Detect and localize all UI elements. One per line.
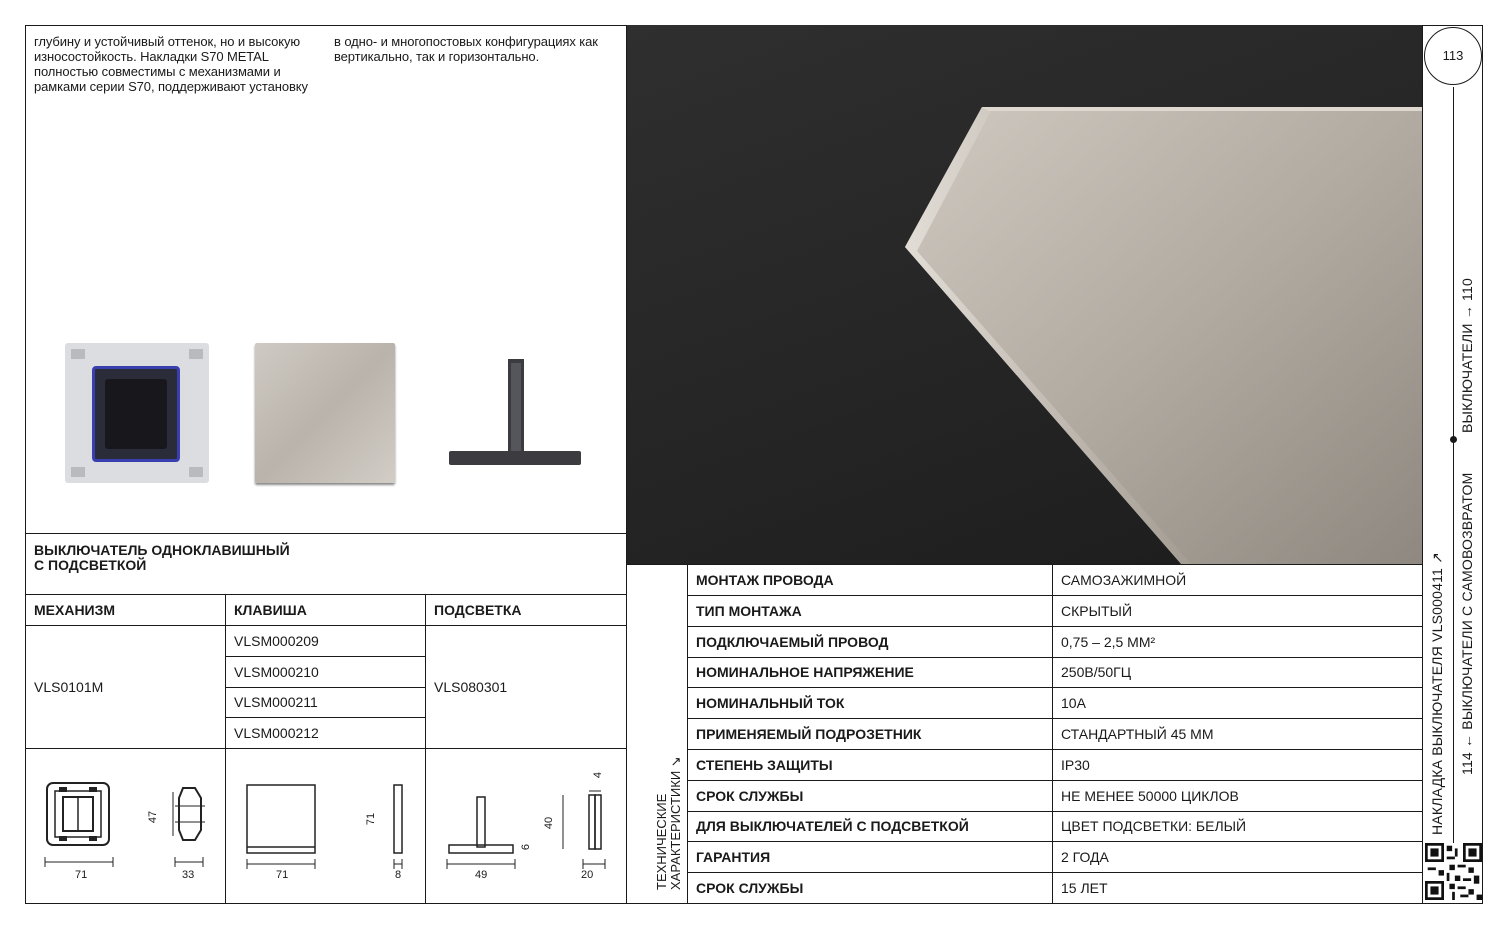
header-backlight: ПОДСВЕТКА <box>434 602 522 618</box>
spec-value: IP30 <box>1061 756 1090 773</box>
spec-key: ГАРАНТИЯ <box>696 849 771 866</box>
spec-value: НЕ МЕНЕЕ 50000 ЦИКЛОВ <box>1061 787 1239 804</box>
spec-key: СРОК СЛУЖБЫ <box>696 787 804 804</box>
spec-row <box>688 688 1422 719</box>
spec-value: СТАНДАРТНЫЙ 45 ММ <box>1061 726 1214 742</box>
key-code-3: VLSM000211 <box>225 687 426 718</box>
spec-value: СКРЫТЫЙ <box>1061 602 1133 619</box>
qr-code-icon[interactable] <box>1425 843 1482 900</box>
spec-value: 250В/50ГЦ <box>1061 664 1132 681</box>
key-height-label: 71 <box>365 812 378 826</box>
product-title-line1: ВЫКЛЮЧАТЕЛЬ ОДНОКЛАВИШНЫЙ <box>34 542 290 558</box>
mechanism-side-drawing <box>171 784 207 844</box>
product-photo <box>627 25 1422 565</box>
spec-row <box>688 873 1422 904</box>
spec-side-line2: ХАРАКТЕРИСТИКИ ↘ <box>668 756 683 890</box>
light-width-line <box>445 859 517 869</box>
spec-row <box>688 596 1422 627</box>
spec-value: 2 ГОДА <box>1061 849 1109 866</box>
spec-key: НОМИНАЛЬНЫЙ ТОК <box>696 695 845 712</box>
spec-row <box>688 811 1422 842</box>
spec-side-label <box>627 565 688 904</box>
spec-value: 10А <box>1061 695 1086 712</box>
spec-row <box>688 719 1422 750</box>
nav-current-product[interactable]: НАКЛАДКА ВЫКЛЮЧАТЕЛЯ VLS000411 ↗ <box>1429 551 1445 835</box>
light-depth-line <box>581 859 607 869</box>
header-mechanism: МЕХАНИЗМ <box>34 602 116 618</box>
dimension-drawings <box>25 748 626 903</box>
table-header-row <box>25 595 626 626</box>
navigation-strip <box>1422 25 1483 904</box>
spec-separator <box>1052 565 1053 596</box>
spec-key: ДЛЯ ВЫКЛЮЧАТЕЛЕЙ С ПОДСВЕТКОЙ <box>696 818 969 835</box>
backlight-image <box>445 355 585 471</box>
spec-separator <box>1052 596 1053 627</box>
spec-key: СТЕПЕНЬ ЗАЩИТЫ <box>696 756 833 773</box>
backlight-side-drawing <box>555 789 605 855</box>
key-code-1: VLSM000209 <box>225 626 426 657</box>
mech-width-line <box>43 857 115 867</box>
key-drawing <box>245 783 317 855</box>
header-key: КЛАВИША <box>234 602 307 618</box>
spec-key: НОМИНАЛЬНОЕ НАПРЯЖЕНИЕ <box>696 664 914 681</box>
spec-key: МОНТАЖ ПРОВОДА <box>696 572 834 588</box>
spec-key: СРОК СЛУЖБЫ <box>696 880 804 896</box>
page-number: 113 <box>1424 27 1482 85</box>
light-depth-label: 20 <box>581 869 594 881</box>
brushed-metal-plate <box>627 25 1422 565</box>
mech-height-label: 47 <box>147 810 160 824</box>
light-width-label: 49 <box>475 869 488 881</box>
spec-separator <box>1052 657 1053 688</box>
key-depth-label: 8 <box>395 869 402 881</box>
key-code-2: VLSM000210 <box>225 657 426 688</box>
nav-next-link[interactable]: ВЫКЛЮЧАТЕЛИ → 110 <box>1459 278 1475 433</box>
mech-depth-line <box>173 857 205 867</box>
mechanism-image <box>65 343 209 483</box>
spec-key: ПОДКЛЮЧАЕМЫЙ ПРОВОД <box>696 633 889 650</box>
spec-row <box>688 565 1422 596</box>
key-side-drawing <box>391 783 405 855</box>
intro-text-col1: глубину и устойчивый оттенок, но и высокую износостойкость. Накладки S70 METAL полностью совместимы с механизмами и рамками серии S70, поддерживают установку <box>34 34 308 94</box>
mech-width-label: 71 <box>75 869 88 881</box>
strip-divider <box>1453 87 1454 863</box>
light-thickness-label: 6 <box>520 843 533 851</box>
backlight-drawing <box>445 793 517 857</box>
mechanism-code: VLS0101M <box>34 679 104 695</box>
spec-key: ТИП МОНТАЖА <box>696 602 802 619</box>
spec-row <box>688 627 1422 658</box>
dims-divider-1 <box>225 749 226 904</box>
mech-depth-label: 33 <box>182 869 195 881</box>
spec-separator <box>1052 781 1053 812</box>
key-depth-line <box>391 859 405 869</box>
spec-separator <box>1052 811 1053 842</box>
spec-separator <box>1052 842 1053 873</box>
key-code-4: VLSM000212 <box>234 725 319 741</box>
spec-separator <box>1052 873 1053 904</box>
spec-separator <box>1052 627 1053 658</box>
spec-value: 0,75 – 2,5 ММ² <box>1061 633 1156 650</box>
nav-dot <box>1450 436 1457 443</box>
backlight-code: VLS080301 <box>434 679 508 695</box>
light-height-label: 40 <box>543 816 556 830</box>
intro-text-col2: в одно- и многопостовых конфигурациях как вертикально, так и горизонтально. <box>334 34 598 64</box>
mechanism-drawing <box>43 779 113 849</box>
spec-separator <box>1052 719 1053 750</box>
spec-row <box>688 781 1422 812</box>
spec-separator <box>1052 750 1053 781</box>
spec-side-text <box>655 730 683 890</box>
light-top-label: 4 <box>592 771 605 779</box>
spec-value: 15 ЛЕТ <box>1061 880 1108 896</box>
nav-prev-link[interactable]: 114 ← ВЫКЛЮЧАТЕЛИ С САМОВОЗВРАТОМ <box>1459 472 1475 775</box>
spec-value: ЦВЕТ ПОДСВЕТКИ: БЕЛЫЙ <box>1061 818 1247 835</box>
dims-divider-2 <box>425 749 426 904</box>
product-title <box>25 533 626 595</box>
specifications-table <box>627 565 1422 904</box>
product-title-line2: С ПОДСВЕТКОЙ <box>34 557 147 573</box>
spec-value: САМОЗАЖИМНОЙ <box>1061 572 1187 588</box>
spec-row <box>688 657 1422 688</box>
spec-key: ПРИМЕНЯЕМЫЙ ПОДРОЗЕТНИК <box>696 726 922 742</box>
spec-side-line1: ТЕХНИЧЕСКИЕ <box>654 793 669 890</box>
key-width-line <box>245 859 317 869</box>
spec-row <box>688 750 1422 781</box>
spec-row <box>688 842 1422 873</box>
key-plate-image <box>255 343 395 483</box>
spec-separator <box>1052 688 1053 719</box>
key-width-label: 71 <box>276 869 289 881</box>
left-column <box>25 25 627 904</box>
